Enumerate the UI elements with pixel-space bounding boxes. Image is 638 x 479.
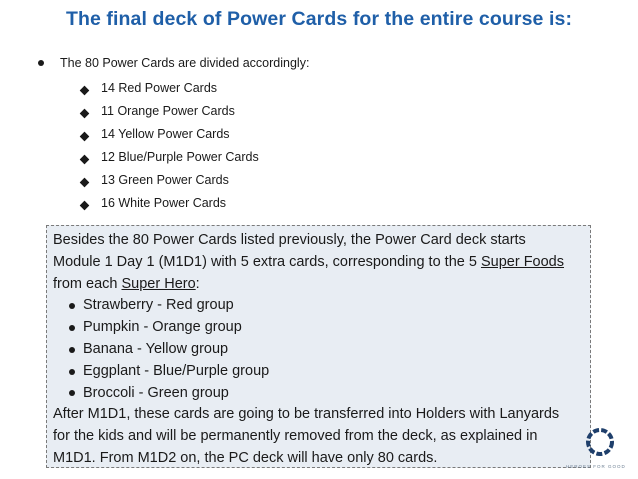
note-line-5: for the kids and will be permanently removed from the deck, as explained in [53, 428, 538, 445]
note-line-6: M1D1. From M1D2 on, the PC deck will have only 80 cards. [53, 449, 438, 466]
note-line-2-text: Module 1 Day 1 (M1D1) with 5 extra cards, corresponding to the 5 [53, 253, 481, 270]
note-line-3 [53, 274, 584, 296]
super-food-label: Broccoli - Green group [83, 384, 229, 401]
note-line-3-colon: : [195, 275, 200, 292]
super-hero-link[interactable]: Super Hero [121, 275, 196, 292]
square-bullet-icon [80, 201, 90, 211]
list-item [81, 76, 259, 99]
bullet-icon [69, 369, 75, 375]
list-item [81, 168, 259, 191]
super-food-list [53, 295, 584, 404]
card-group-label: 14 Yellow Power Cards [101, 126, 230, 141]
note-line-2 [53, 252, 584, 274]
card-group-label: 12 Blue/Purple Power Cards [101, 149, 259, 164]
card-group-label: 11 Orange Power Cards [101, 103, 235, 118]
bullet-icon [38, 60, 44, 66]
bullet-icon [69, 303, 75, 309]
list-item [69, 295, 584, 317]
note-box [46, 225, 591, 468]
list-item [81, 122, 259, 145]
card-group-label: 13 Green Power Cards [101, 172, 229, 187]
super-food-label: Pumpkin - Orange group [83, 319, 242, 336]
list-item [81, 99, 259, 122]
card-group-label: 14 Red Power Cards [101, 80, 218, 95]
list-item [69, 383, 584, 405]
list-item [69, 339, 584, 361]
card-group-label: 16 White Power Cards [101, 195, 227, 210]
bullet-icon [69, 347, 75, 353]
super-food-label: Banana - Yellow group [83, 340, 229, 357]
intro-text: The 80 Power Cards are divided accordingly: [60, 56, 310, 70]
list-item [81, 191, 259, 214]
bullet-icon [69, 325, 75, 331]
list-item [69, 317, 584, 339]
page-title: The final deck of Power Cards for the entire course is: [65, 8, 573, 30]
super-foods-link[interactable]: Super Foods [480, 253, 564, 270]
square-bullet-icon [80, 132, 90, 142]
super-food-label: Eggplant - Blue/Purple group [83, 362, 270, 379]
intro-bullet [38, 56, 309, 70]
square-bullet-icon [80, 155, 90, 165]
list-item [69, 361, 584, 383]
square-bullet-icon [80, 86, 90, 96]
card-group-list [81, 76, 259, 214]
circle-logo-icon [583, 425, 617, 459]
square-bullet-icon [80, 109, 90, 119]
list-item [81, 145, 259, 168]
square-bullet-icon [80, 178, 90, 188]
super-food-label: Strawberry - Red group [83, 297, 234, 314]
note-line-4: After M1D1, these cards are going to be transferred into Holders with Lanyards [53, 406, 560, 423]
note-line-3-text: from each [53, 275, 122, 292]
note-line-1: Besides the 80 Power Cards listed previously, the Power Card deck starts [53, 232, 526, 248]
bullet-icon [69, 390, 75, 396]
logo-text: HEROES FOR GOOD [566, 464, 626, 469]
